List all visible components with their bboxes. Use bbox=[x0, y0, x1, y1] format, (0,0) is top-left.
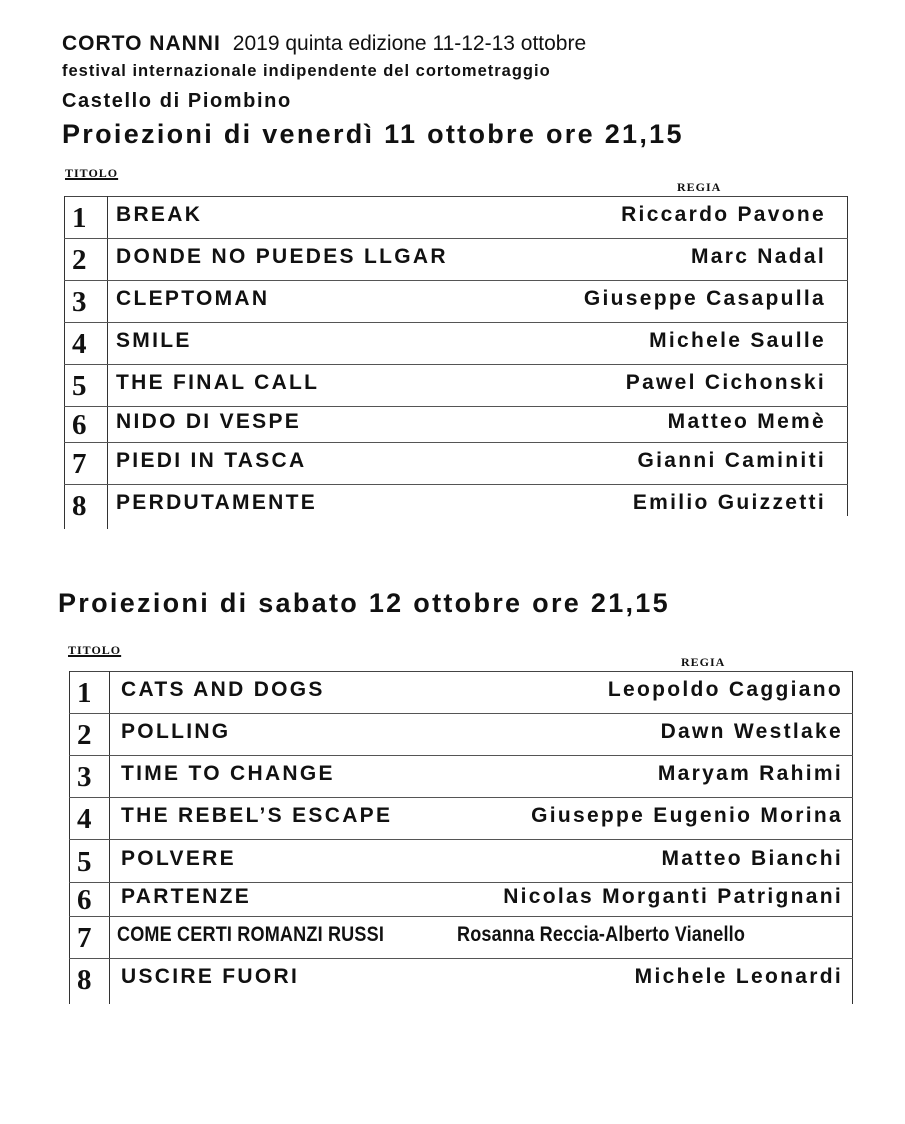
film-director: Rosanna Reccia-Alberto Vianello bbox=[457, 923, 746, 946]
film-director: Riccardo Pavone bbox=[621, 203, 826, 226]
film-title: BREAK bbox=[116, 203, 203, 226]
festival-title bbox=[62, 32, 586, 56]
row-number: 3 bbox=[77, 761, 92, 793]
film-director: Nicolas Morganti Patrignani bbox=[503, 885, 843, 908]
row-number: 6 bbox=[77, 884, 92, 916]
section-1-title-column-header: TITOLO bbox=[65, 166, 119, 180]
table-row bbox=[64, 322, 848, 365]
row-number: 2 bbox=[72, 244, 87, 276]
row-number: 6 bbox=[72, 409, 87, 441]
film-director: Matteo Bianchi bbox=[661, 846, 843, 870]
venue: Castello di Piombino bbox=[62, 90, 292, 112]
table-row bbox=[64, 364, 848, 407]
film-title: POLVERE bbox=[121, 846, 236, 870]
film-title: CLEPTOMAN bbox=[116, 287, 270, 310]
row-number: 5 bbox=[77, 845, 92, 878]
film-director: Maryam Rahimi bbox=[657, 762, 843, 785]
table-row bbox=[69, 839, 853, 883]
row-number: 3 bbox=[72, 286, 87, 318]
table-row bbox=[69, 882, 853, 917]
film-title: PARTENZE bbox=[121, 885, 252, 908]
table-row bbox=[69, 671, 853, 714]
section-2-director-column-header: REGIA bbox=[681, 655, 726, 669]
section-2-table bbox=[69, 671, 853, 1004]
table-row bbox=[64, 280, 848, 323]
section-1-heading: Proiezioni di venerdì 11 ottobre ore 21,15 bbox=[62, 119, 684, 149]
film-title: USCIRE FUORI bbox=[121, 965, 300, 988]
table-row bbox=[69, 958, 853, 1000]
festival-edition: 2019 quinta edizione 11-12-13 ottobre bbox=[232, 32, 587, 55]
film-director: Pawel Cichonski bbox=[625, 371, 826, 394]
film-director: Giuseppe Casapulla bbox=[583, 287, 826, 310]
film-director: Dawn Westlake bbox=[660, 720, 843, 743]
film-title: SMILE bbox=[116, 329, 192, 352]
table-row bbox=[64, 238, 848, 281]
film-director: Gianni Caminiti bbox=[637, 449, 826, 472]
film-title: NIDO DI VESPE bbox=[116, 410, 302, 433]
row-number: 7 bbox=[77, 922, 92, 954]
row-number: 8 bbox=[72, 490, 87, 522]
row-number: 5 bbox=[72, 370, 87, 402]
film-title: POLLING bbox=[121, 720, 231, 743]
row-number: 4 bbox=[72, 328, 87, 360]
film-director: Michele Leonardi bbox=[634, 965, 843, 988]
table-row bbox=[64, 484, 848, 526]
section-2-heading: Proiezioni di sabato 12 ottobre ore 21,15 bbox=[58, 588, 670, 618]
row-number: 1 bbox=[72, 202, 87, 234]
film-title: DONDE NO PUEDES LLGAR bbox=[116, 245, 448, 268]
row-number: 7 bbox=[72, 448, 87, 480]
film-director: Giuseppe Eugenio Morina bbox=[531, 804, 843, 827]
film-title: TIME TO CHANGE bbox=[121, 762, 335, 785]
festival-name: CORTO NANNI bbox=[62, 32, 221, 55]
table-row bbox=[69, 755, 853, 798]
row-number: 2 bbox=[77, 719, 92, 751]
table-row bbox=[69, 916, 853, 959]
section-1-director-column-header: REGIA bbox=[677, 180, 722, 194]
section-2-title-column-header: TITOLO bbox=[68, 643, 122, 657]
row-number: 4 bbox=[77, 803, 92, 835]
film-title: COME CERTI ROMANZI RUSSI bbox=[117, 923, 385, 946]
film-title: PERDUTAMENTE bbox=[116, 491, 318, 514]
film-title: THE REBEL’S ESCAPE bbox=[121, 804, 393, 827]
table-row bbox=[69, 797, 853, 840]
table-row bbox=[64, 406, 848, 443]
row-number: 1 bbox=[77, 677, 92, 709]
film-title: PIEDI IN TASCA bbox=[116, 449, 307, 472]
film-director: Michele Saulle bbox=[649, 329, 826, 352]
festival-subtitle: festival internazionale indipendente del cortometraggio bbox=[62, 62, 551, 80]
film-director: Leopoldo Caggiano bbox=[607, 678, 843, 701]
table-row bbox=[69, 713, 853, 756]
film-title: THE FINAL CALL bbox=[116, 371, 320, 394]
section-1-table bbox=[64, 196, 848, 529]
row-number: 8 bbox=[77, 964, 92, 996]
film-director: Emilio Guizzetti bbox=[632, 491, 826, 514]
table-row bbox=[64, 196, 848, 239]
table-row bbox=[64, 442, 848, 485]
film-director: Marc Nadal bbox=[690, 245, 826, 268]
film-director: Matteo Memè bbox=[667, 410, 826, 433]
film-title: CATS AND DOGS bbox=[121, 678, 325, 701]
